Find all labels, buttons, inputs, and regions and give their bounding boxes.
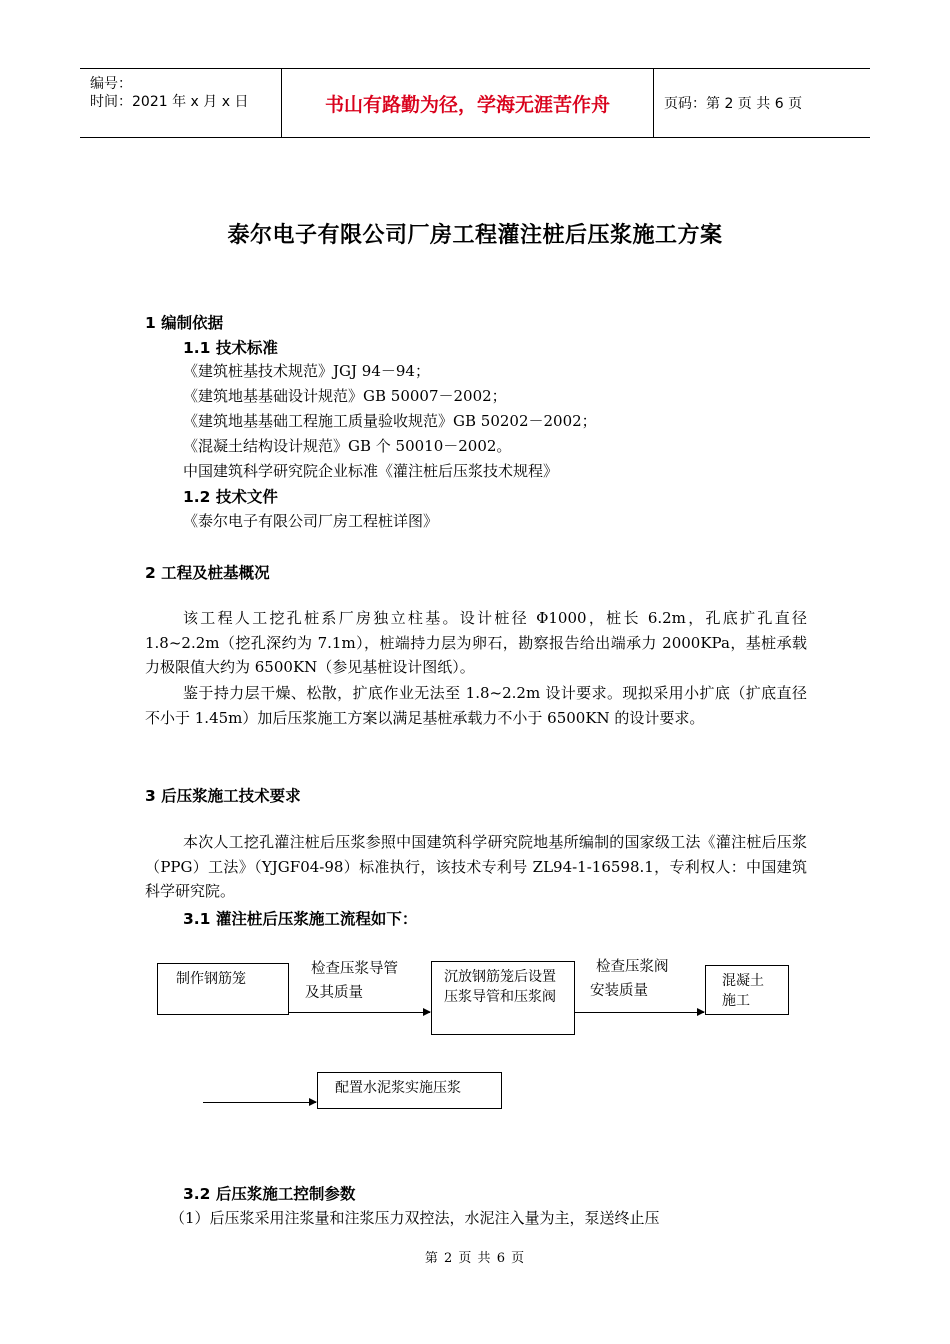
technical-document-item: 《泰尔电子有限公司厂房工程桩详图》 [183,512,439,530]
section-2-paragraph-2: 鉴于持力层干燥、松散，扩底作业无法至 1.8~2.2m 设计要求。现拟采用小扩底（扩底直径不小于 1.45m）加后压浆施工方案以满足基桩承载力不小于 6500KN 的设计要求。 [145,684,807,727]
flow-box-place-cage-set-grout-valve: 沉放钢筋笼后设置压浆导管和压浆阀 [431,961,575,1035]
section-1-heading: 1 编制依据 [145,314,224,332]
section-3-heading: 3 后压浆施工技术要求 [145,787,301,805]
flow-label-check-valve-installation: 安装质量 [590,983,648,999]
header-page-label: 页码：第 2 页 共 6 页 [664,96,803,112]
standard-item: 中国建筑科学研究院企业标准《灌注桩后压浆技术规程》 [183,462,559,480]
flow-label-check-grout-pipe-quality: 及其质量 [305,985,363,1001]
standard-item: 《混凝土结构设计规范》GB 个 50010－2002。 [183,437,512,455]
flow-label-check-grout-pipe: 检查压浆导管 [311,961,398,977]
flow-box-concrete-construction: 混凝土施工 [705,965,789,1015]
serial-label: 编号： [90,76,132,92]
flow-arrow [203,1102,316,1103]
flow-arrow [289,1012,430,1013]
section-2-paragraph-1: 该工程人工挖孔桩系厂房独立柱基。设计桩径 Φ1000，桩长 6.2m，孔底扩孔直径 1.8~2.2m（挖孔深约为 7.1m），桩端持力层为卵石，勘察报告给出端承力 2000KPa，基桩承载力极限值大约为 6500KN（参见基桩设计图纸）。 [145,609,807,676]
standard-item: 《建筑地基基础设计规范》GB 50007－2002； [183,387,507,405]
document-title: 泰尔电子有限公司厂房工程灌注桩后压浆施工方案 [227,223,723,248]
flow-arrow [575,1012,704,1013]
header-motto: 书山有路勤为径，学海无涯苦作舟 [282,69,654,137]
standard-item: 《建筑地基基础工程施工质量验收规范》GB 50202－2002； [183,412,597,430]
page-footer: 第 2 页 共 6 页 [424,1251,526,1266]
section-3-2-paragraph-1: （1）后压浆采用注浆量和注浆压力双控法，水泥注入量为主，泵送终止压 [170,1209,660,1227]
flow-box-make-rebar-cage: 制作钢筋笼 [157,963,289,1015]
section-3-1-heading: 3.1 灌注桩后压浆施工流程如下： [183,910,418,928]
standard-item: 《建筑桩基技术规范》JGJ 94－94； [183,362,430,380]
section-1-1-heading: 1.1 技术标准 [183,339,278,357]
time-label: 时间：2021 年 x 月 x 日 [90,94,249,110]
section-2-heading: 2 工程及桩基概况 [145,564,270,582]
flow-box-prepare-cement-grout: 配置水泥浆实施压浆 [317,1072,502,1109]
document-header [80,68,870,138]
flow-label-check-grout-valve: 检查压浆阀 [596,959,669,975]
header-meta-cell [80,69,282,137]
section-3-paragraph-1: 本次人工挖孔灌注桩后压浆参照中国建筑科学研究院地基所编制的国家级工法《灌注桩后压浆（PPG）工法》（YJGF04-98）标准执行，该技术专利号 ZL94-1-16598.1，专利权人：中国建筑科学研究院。 [145,833,807,900]
section-1-2-heading: 1.2 技术文件 [183,488,278,506]
section-3-2-heading: 3.2 后压浆施工控制参数 [183,1185,356,1203]
